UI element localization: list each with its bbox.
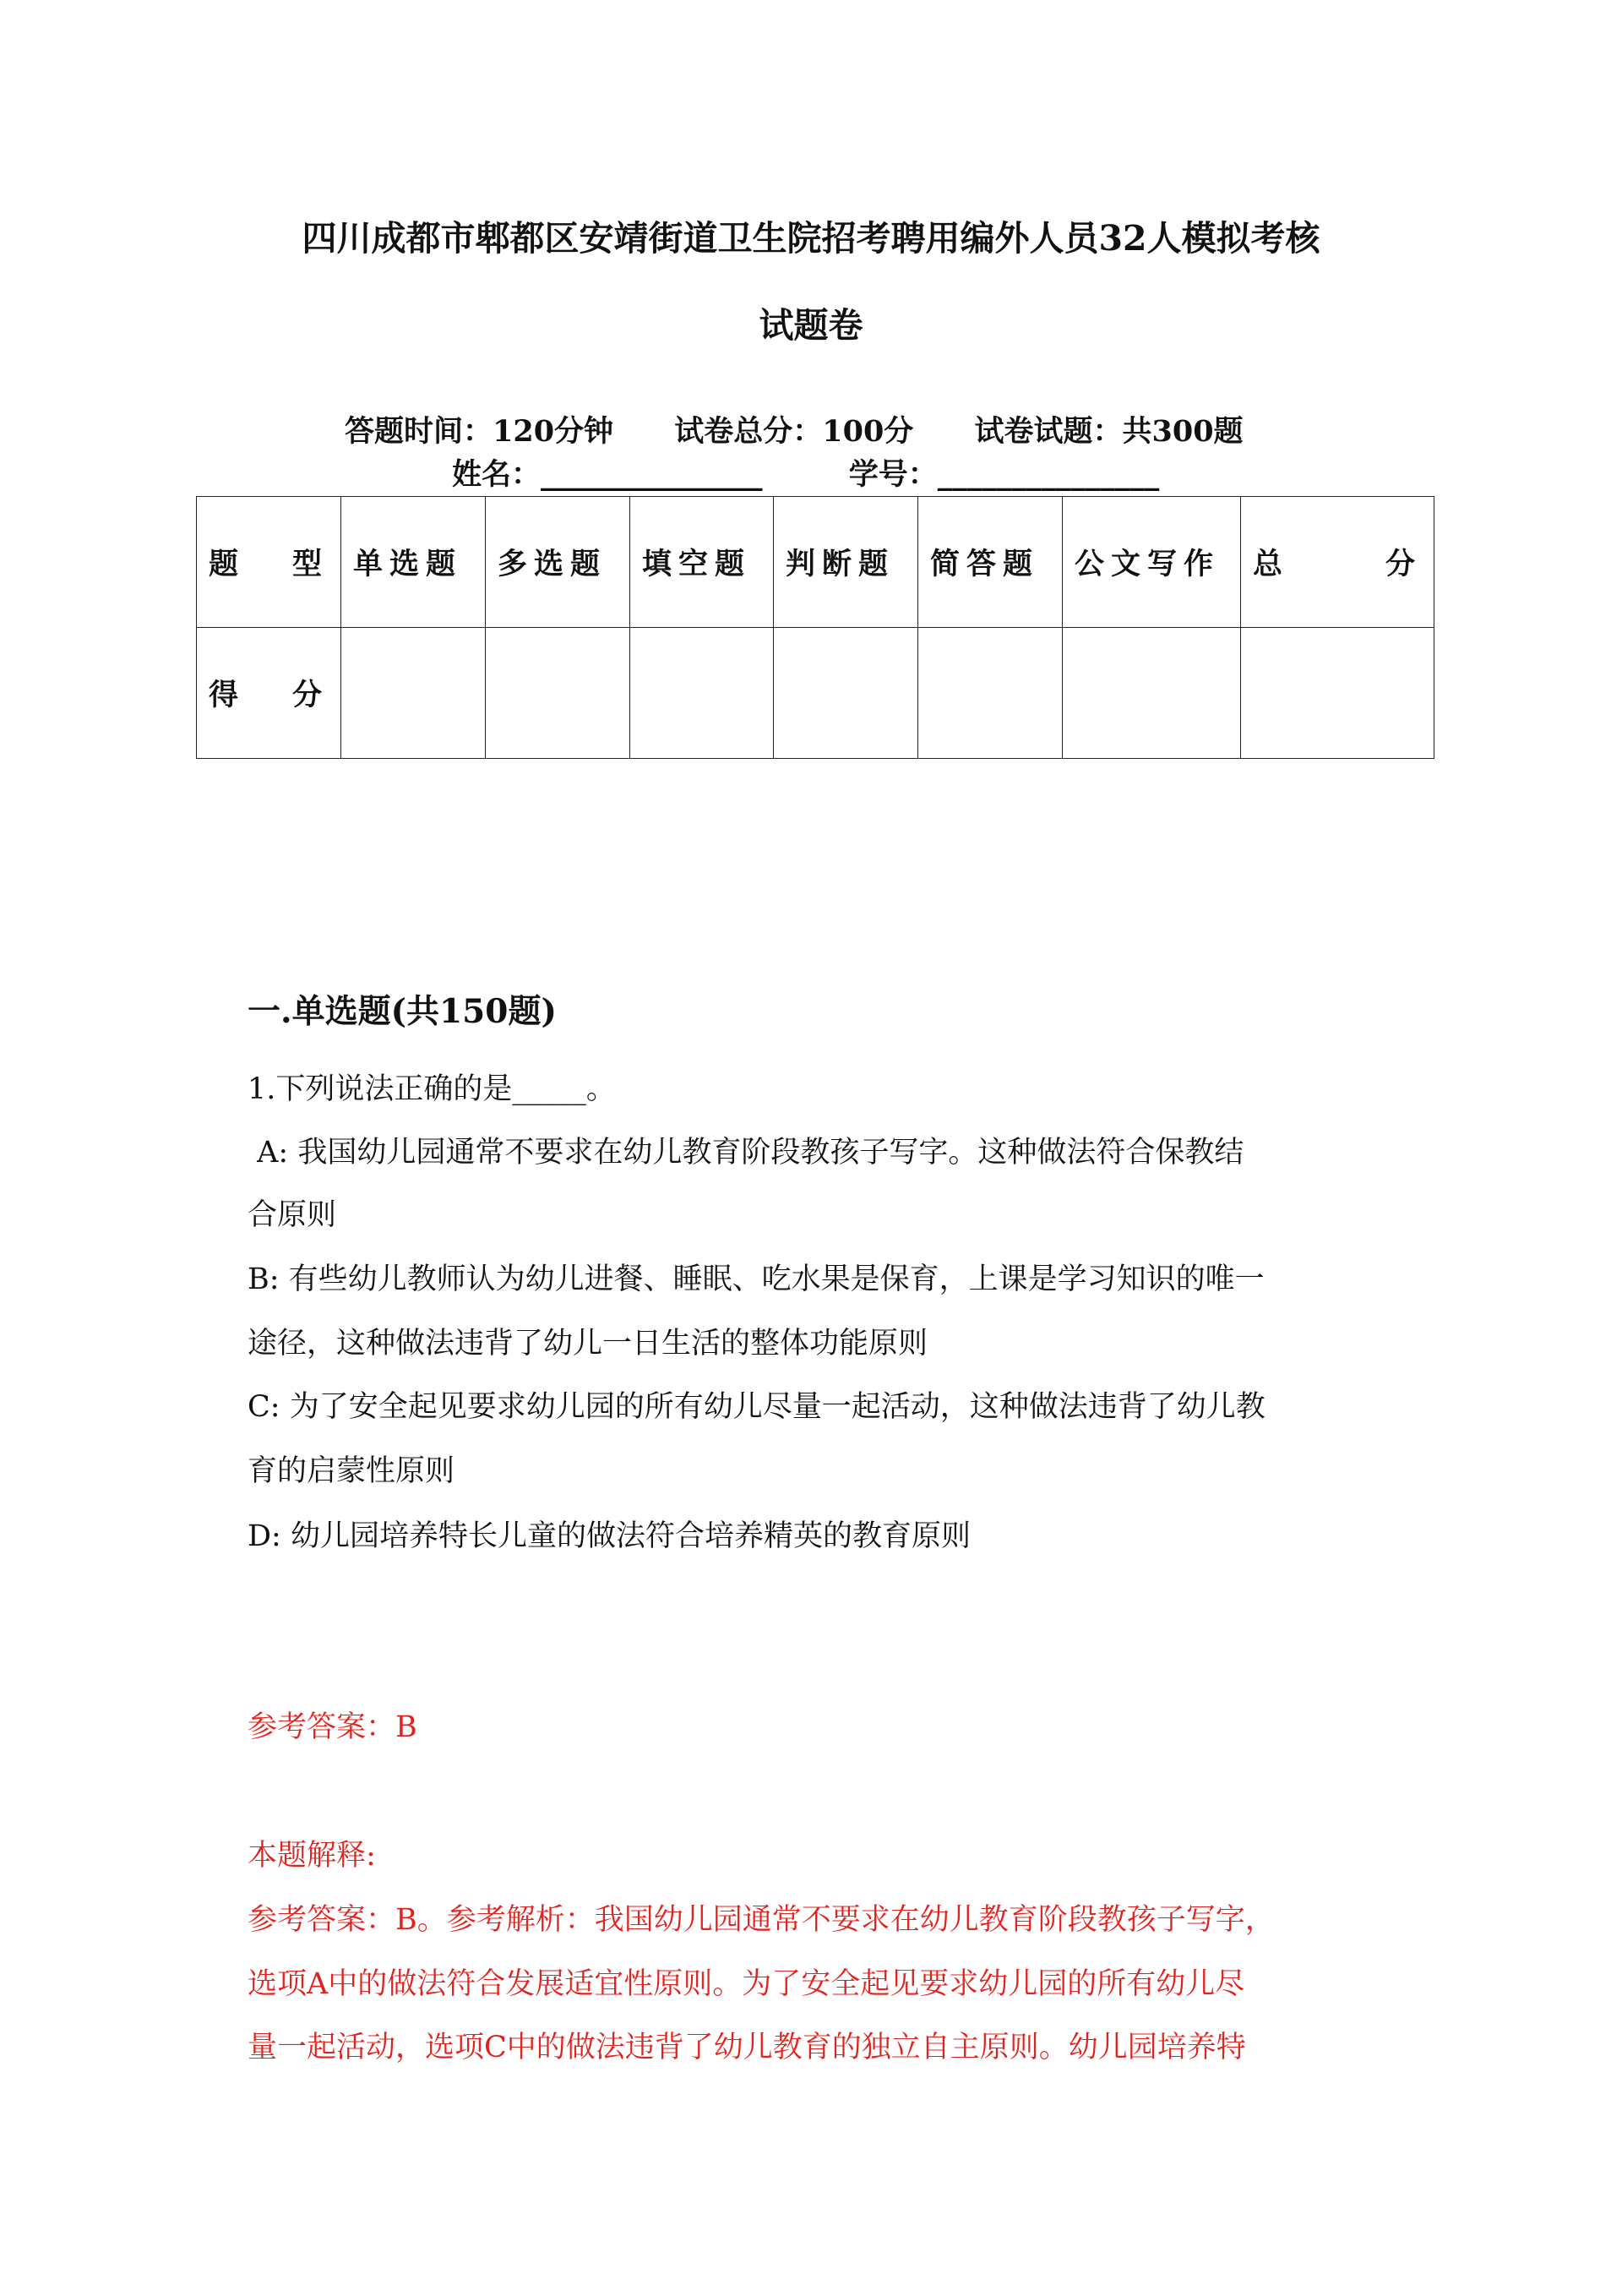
score-cell[interactable] <box>918 628 1063 759</box>
score-cell[interactable] <box>341 628 486 759</box>
exam-title-line1: 四川成都市郫都区安靖街道卫生院招考聘用编外人员32人模拟考核 <box>302 218 1320 259</box>
option-a-line2: 合原则 <box>248 1198 337 1232</box>
option-b-line2: 途径，这种做法违背了幼儿一日生活的整体功能原则 <box>248 1327 928 1361</box>
exam-time: 答题时间：120分钟 <box>345 414 614 449</box>
explanation-line1: 参考答案：B。参考解析：我国幼儿园通常不要求在幼儿教育阶段教孩子写字， <box>248 1903 1275 1937</box>
score-cell[interactable] <box>774 628 918 759</box>
question-stem: 1.下列说法正确的是_____。 <box>248 1072 616 1106</box>
header-cell: 题 型 <box>197 497 341 628</box>
option-a-line1: A: 我国幼儿园通常不要求在幼儿教育阶段教孩子写字。这种做法符合保教结 <box>248 1136 1244 1170</box>
reference-answer: 参考答案：B <box>248 1710 417 1744</box>
student-id-field: 学号：_______________ <box>848 457 1160 492</box>
option-b-line1: B: 有些幼儿教师认为幼儿进餐、睡眠、吃水果是保育，上课是学习知识的唯一 <box>248 1263 1265 1296</box>
score-cell[interactable] <box>1241 628 1434 759</box>
score-cell[interactable] <box>1063 628 1241 759</box>
explanation-line3: 量一起活动，选项C中的做法违背了幼儿教育的独立自主原则。幼儿园培养特 <box>248 2031 1246 2064</box>
option-c-line1: C: 为了安全起见要求幼儿园的所有幼儿尽量一起活动，这种做法违背了幼儿教 <box>248 1390 1265 1424</box>
header-cell: 公文写作 <box>1063 497 1241 628</box>
header-cell: 填空题 <box>630 497 774 628</box>
explanation-line2: 选项A中的做法符合发展适宜性原则。为了安全起见要求幼儿园的所有幼儿尽 <box>248 1967 1245 2001</box>
exam-meta-row <box>345 414 1294 449</box>
exam-question-count: 试卷试题：共300题 <box>974 414 1244 449</box>
header-cell: 多选题 <box>486 497 630 628</box>
header-cell: 单选题 <box>341 497 486 628</box>
exam-student-row <box>452 457 1235 492</box>
exam-title-line2: 试题卷 <box>759 305 863 346</box>
section-heading: 一.单选题(共150题) <box>248 992 557 1031</box>
score-table-score-row <box>197 628 1434 759</box>
score-table-header-row <box>197 497 1434 628</box>
score-cell[interactable] <box>486 628 630 759</box>
option-d: D: 幼儿园培养特长儿童的做法符合培养精英的教育原则 <box>248 1519 971 1553</box>
explanation-label: 本题解释: <box>248 1839 376 1873</box>
header-cell: 判断题 <box>774 497 918 628</box>
option-c-line2: 育的启蒙性原则 <box>248 1454 455 1488</box>
exam-total-score: 试卷总分：100分 <box>674 414 914 449</box>
header-cell: 总 分 <box>1241 497 1434 628</box>
header-cell: 简答题 <box>918 497 1063 628</box>
student-name-field: 姓名：_______________ <box>452 457 763 492</box>
score-cell[interactable] <box>630 628 774 759</box>
score-row-label: 得 分 <box>197 628 341 759</box>
score-table <box>196 496 1434 759</box>
